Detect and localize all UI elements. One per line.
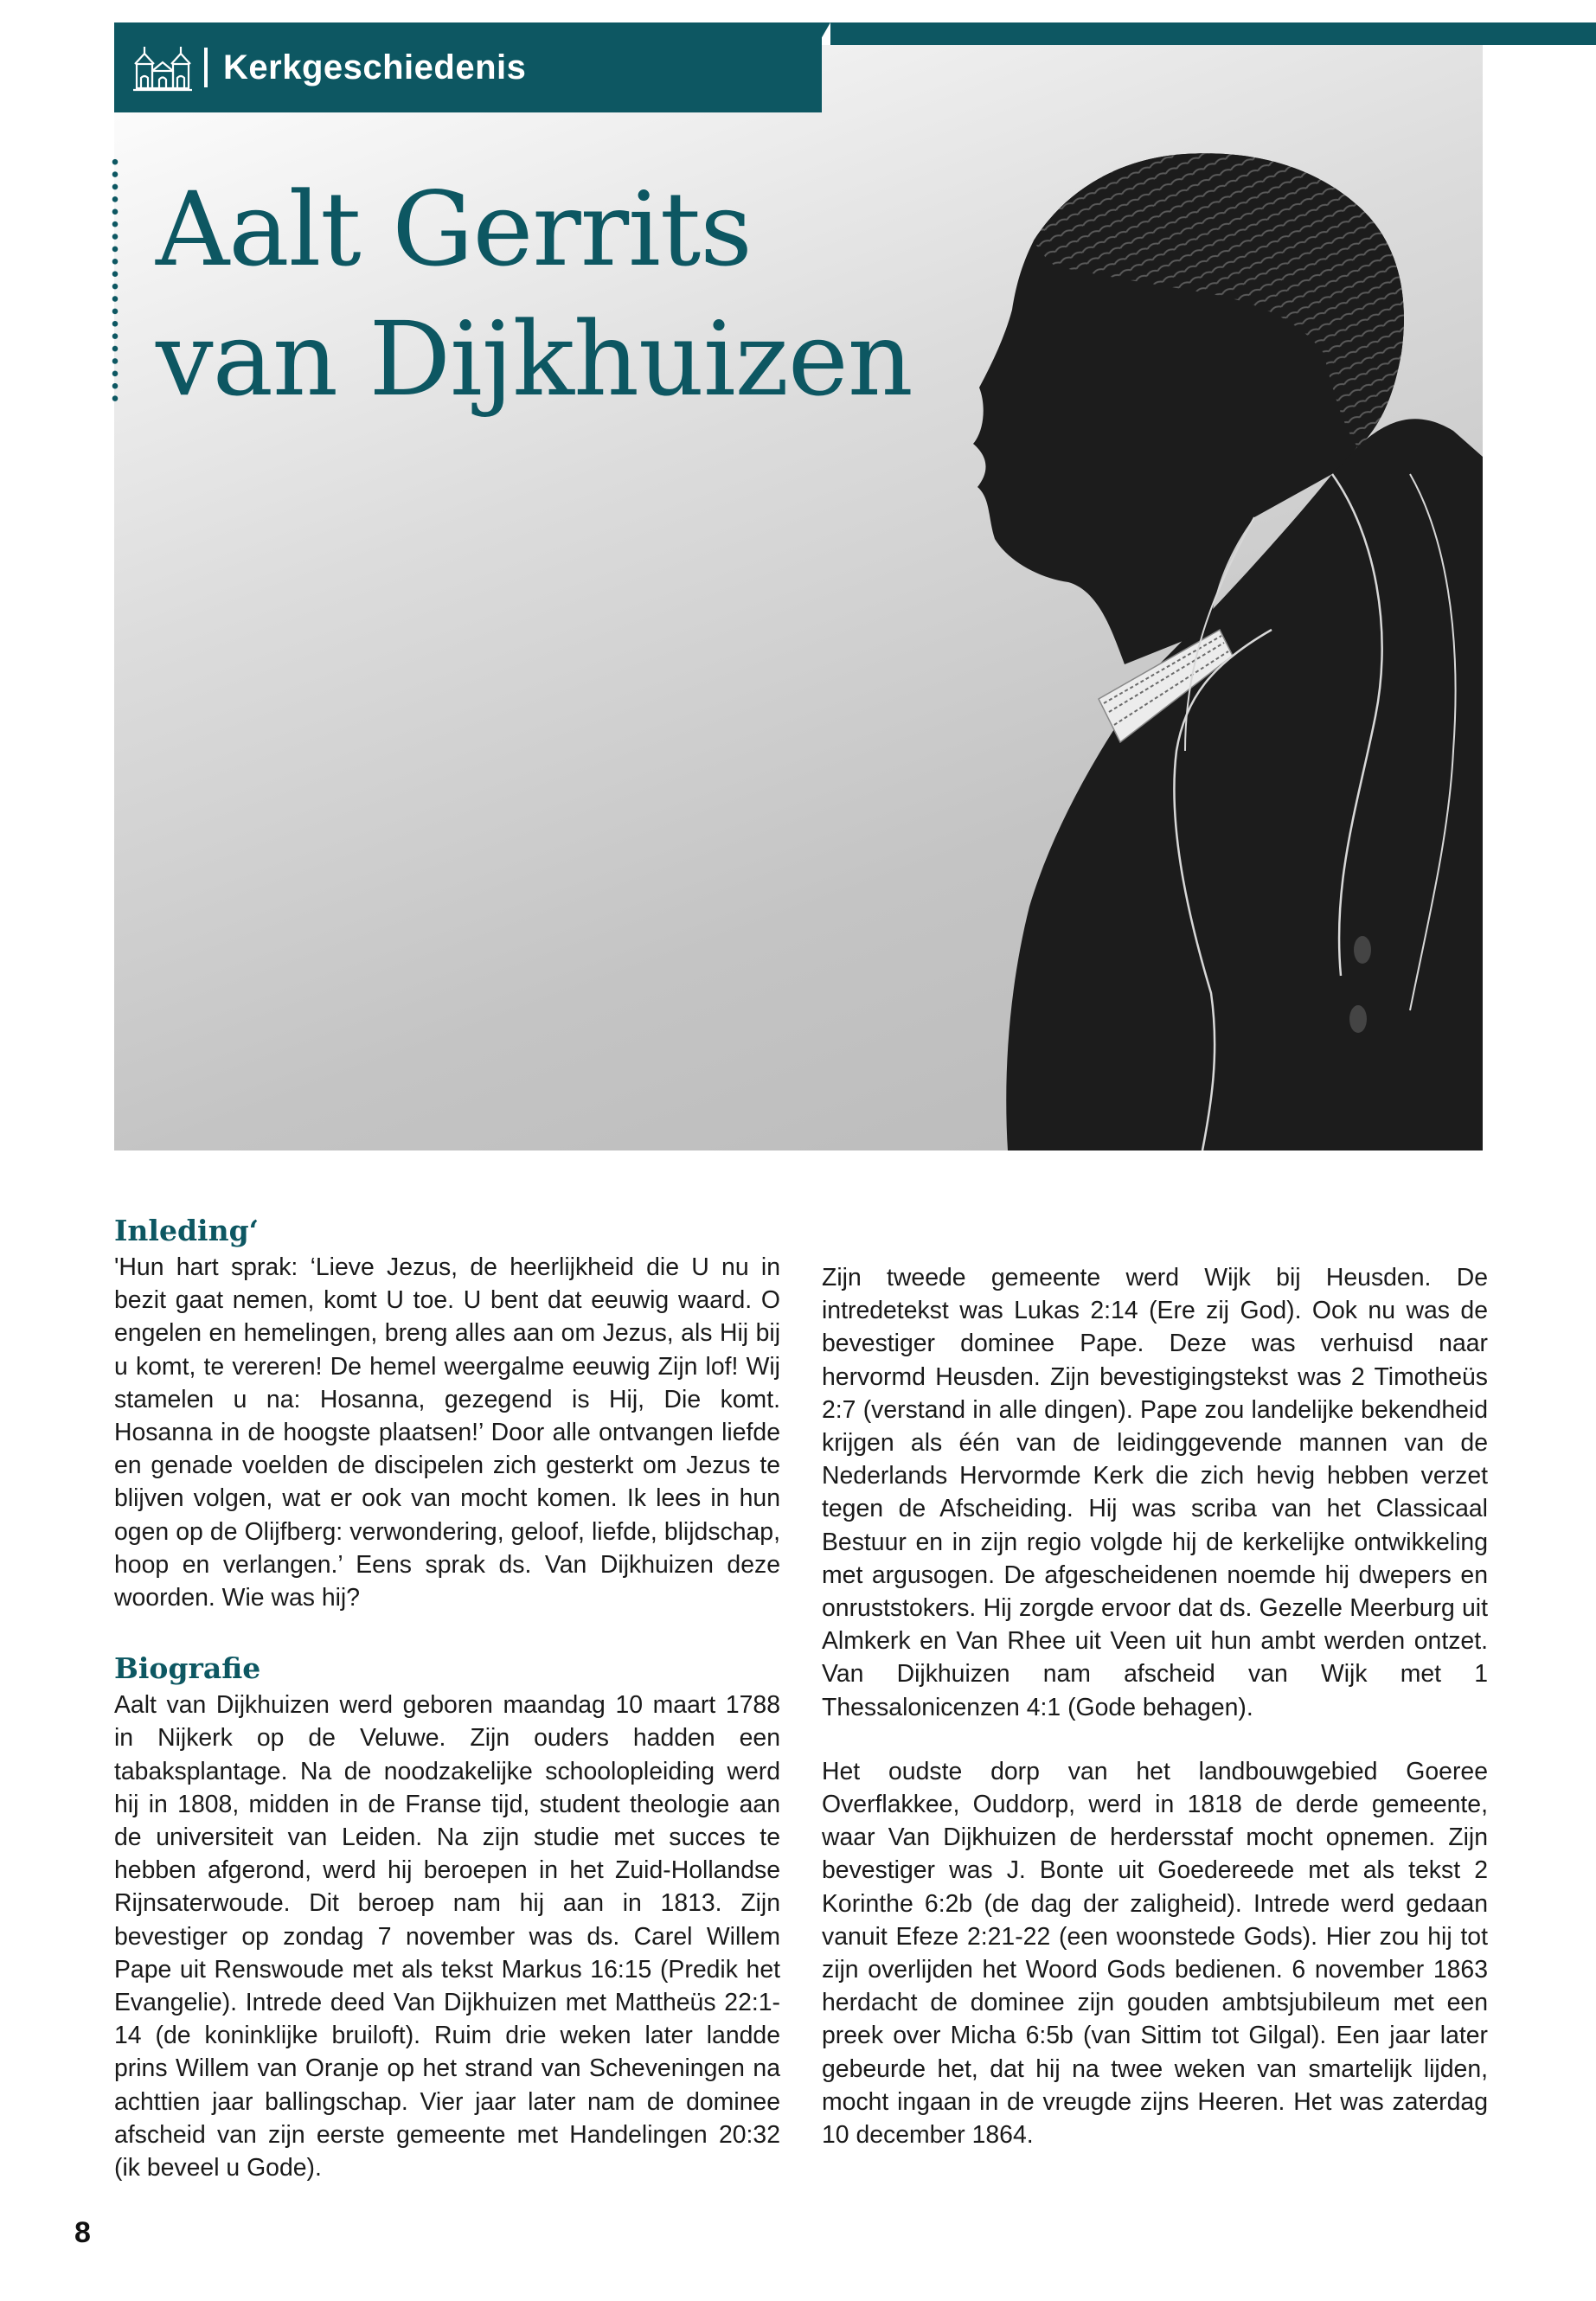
- paragraph-gap: [822, 1724, 1488, 1755]
- church-building-icon: [133, 43, 192, 92]
- ouddorp-paragraph: Het oudste dorp van het landbouwgebied Goeree Overflakkee, Ouddorp, werd in 1818 de derde gemeente, waar Van Dijkhuizen de herdersstaf mocht opnemen. Zijn bevestiger was J. Bonte uit Goedereede met als tekst 2 Korinthe 6:2b (de dag der zaligheid). Intrede werd gedaan vanuit Efeze 2:21-22 (een woonstede Gods). Hier zou hij tot zijn overlijden het Woord Gods bedienen. 6 november 1863 herdacht de dominee zijn gouden ambtsjubileum met een preek over Micha 6:5b (van Sittim tot Gilgal). Een jaar later gebeurde het, dat hij na twee weken van smartelijk lijden, mocht ingaan in de vreugde zijns Heeren. Het was zaterdag 10 december 1864.: [822, 1757, 1488, 2150]
- portrait-silhouette-image: [926, 145, 1483, 1150]
- second-congregation-paragraph: Zijn tweede gemeente werd Wijk bij Heusden. De intredetekst was Lukas 2:14 (Ere zij God). Ook nu was de bevestiger dominee Pape. Deze was verhuisd naar hervormd Heusden. Zijn bevestigingstekst was 2 Timotheüs 2:7 (verstand in alle dingen). Pape zou landelijke bekendheid krijgen als één van de leidinggevende mannen van de Nederlands Hervormde Kerk die zich hevig hebben verzet tegen de Afscheiding. Hij was scriba van het Classicaal Bestuur en in zijn regio volgde hij de kerkelijke ontwikkeling met argusogen. De afgescheidenen noemde hij dwepers en onruststokers. Hij zorgde ervoor dat ds. Gezelle Meerburg uit Almkerk en Van Rhee uit Veen uit hun ambt werden ontzet. Van Dijkhuizen nam afscheid van Wijk met 1 Thessalonicenzen 4:1 (Gode behagen).: [822, 1264, 1488, 1721]
- section-label: Kerkgeschiedenis: [223, 48, 527, 87]
- section-header-tab: [114, 22, 822, 112]
- section-gap: [114, 1614, 780, 1649]
- title-dotted-rule: [112, 156, 119, 407]
- header-strip: [830, 22, 1596, 45]
- biography-heading: Biografie: [114, 1651, 261, 1686]
- intro-heading: Inleding‘: [114, 1214, 260, 1247]
- page-number: 8: [74, 2216, 91, 2249]
- right-column: [822, 1261, 1488, 2151]
- left-column: [114, 1211, 780, 2184]
- article-title-line-2: van Dijkhuizen: [156, 299, 913, 419]
- biography-paragraph: Aalt van Dijkhuizen werd geboren maandag 10 maart 1788 in Nijkerk op de Veluwe. Zijn ouders hadden een tabaksplantage. Na de noodzakelijke schoolopleiding werd hij in 1808, midden in de Franse tijd, student theologie aan de universiteit van Leiden. Na zijn studie met succes te hebben afgerond, werd hij beroepen in het Zuid-Hollandse Rijnsaterwoude. Dit beroep nam hij aan in 1813. Zijn bevestiger op zondag 7 november was ds. Carel Willem Pape uit Renswoude met als tekst Markus 16:15 (Predik het Evangelie). Intrede deed Van Dijkhuizen met Mattheüs 22:1-14 (de koninklijke bruiloft). Ruim drie weken later landde prins Willem van Oranje op het strand van Scheveningen na achttien jaar ballingschap. Vier jaar later nam de dominee afscheid van zijn eerste gemeente met Handelingen 20:32 (ik beveel u Gode).: [114, 1691, 780, 2182]
- header-divider: [204, 48, 208, 87]
- intro-paragraph: 'Hun hart sprak: ‘Lieve Jezus, de heerlijkheid die U nu in bezit gaat nemen, komt U toe. U bent dat eeuwig waard. O engelen en hemelingen, breng alles aan om Jezus, als Hij bij u komt, te vereren! De hemel weergalme eeuwig Zijn lof! Wij stamelen u na: Hosanna, gezegend is Hij, Die komt. Hosanna in de hoogste plaatsen!’ Door alle ontvangen liefde en genade voelden de discipelen zich gesterkt om Jezus te blijven volgen, wat er ook van mocht komen. Ik lees in hun ogen op de Olijfberg: verwondering, geloof, liefde, blijdschap, hoop en verlangen.’ Eens sprak ds. Van Dijkhuizen deze woorden. Wie was hij?: [114, 1253, 780, 1612]
- article-title: [156, 164, 913, 424]
- hero-corner-cut: [0, 1038, 117, 1155]
- article-title-line-1: Aalt Gerrits: [156, 170, 752, 289]
